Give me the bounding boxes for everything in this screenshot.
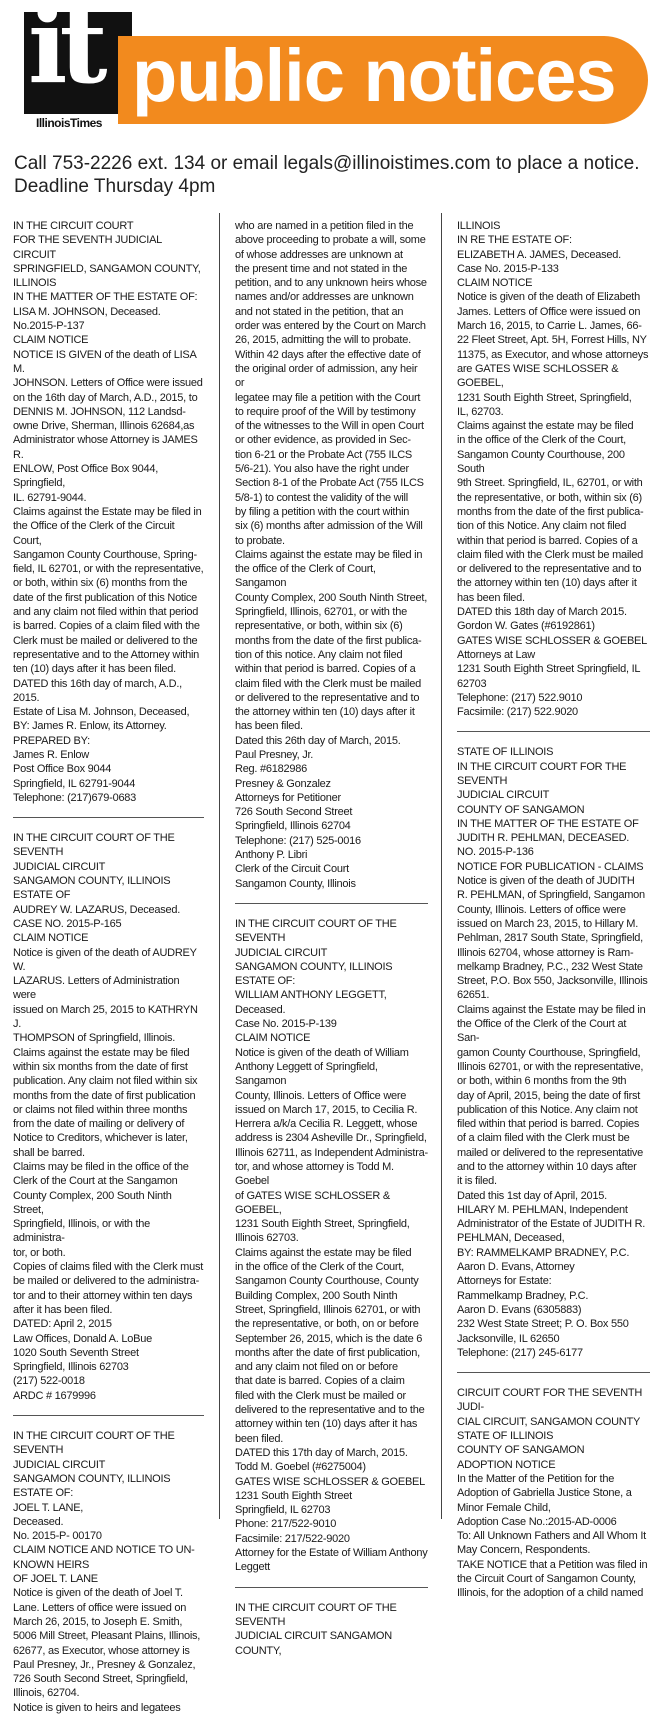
notice-line: Springfield, IL 62703	[235, 1504, 331, 1517]
notice-line: Springfield, Illinois, 62701, or with the	[235, 606, 407, 619]
notice-line: mailed or delivered to the representative	[457, 1146, 644, 1159]
notice-line: Aaron D. Evans, Attorney	[457, 1261, 575, 1274]
notice-line: Rammelkamp Bradney, P.C.	[457, 1289, 589, 1302]
notice-separator	[457, 731, 650, 732]
notice-line: Herrera a/k/a Cecilia R. Leggett, whose	[235, 1118, 418, 1131]
notice-line: of GATES WISE SCHLOSSER & GOEBEL,	[235, 1189, 390, 1216]
notice-line: Telephone: (217)679-0683	[13, 791, 137, 804]
contact-info	[14, 152, 654, 198]
notice-line: Building Complex, 200 South Ninth	[235, 1289, 398, 1302]
notice-line: to require proof of the Will by testimony	[235, 405, 416, 418]
notice-line: field, IL 62701, or with the representative,	[13, 563, 204, 576]
notice-line: IN THE CIRCUIT COURT	[13, 220, 134, 232]
notice-line: AUDREY W. LAZARUS, Deceased.	[13, 903, 181, 916]
notice-line: owne Drive, Sherman, Illinois 62684,as	[13, 420, 195, 433]
notice-line: Attorneys for Estate:	[457, 1275, 552, 1288]
notice-line: NO. 2015-P-136	[457, 846, 534, 859]
notice-line: JUDICIAL CIRCUIT SANGAMON COUNTY,	[235, 1630, 392, 1657]
notice-line: DATED this 18th day of March 2015.	[457, 606, 627, 619]
notice-line: Todd M. Goebel (#6275004)	[235, 1461, 366, 1474]
notice-line: Illinois 62701, or with the representative,	[457, 1060, 644, 1073]
notice-line: 22 Fleet Street, Apt. 5H, Forrest Hills, NY	[457, 334, 647, 347]
notice-line: Notice to Creditors, whichever is later,	[13, 1132, 188, 1145]
notice-separator	[235, 1587, 428, 1588]
notice-line: on the 16th day of March, A.D., 2015, to	[13, 391, 198, 404]
notice-line: Illinois, for the adoption of a child named	[457, 1587, 644, 1600]
notice-line: 1231 South Eighth Street, Springfield,	[457, 391, 632, 404]
notice-line: SANGAMON COUNTY, ILLINOIS	[13, 875, 171, 888]
notice-line: 726 South Second Street, Springfield,	[13, 1673, 188, 1686]
notice-separator	[13, 817, 204, 818]
notice-line: Deceased.	[13, 1515, 64, 1528]
notice-line: Sangamon County, Illinois	[235, 877, 356, 890]
notice-line: DENNIS M. JOHNSON, 112 Landsd-	[13, 405, 186, 418]
notice-line: Telephone: (217) 522.9010	[457, 691, 583, 704]
notice-line: IN THE CIRCUIT COURT OF THE SEVENTH	[13, 1430, 175, 1457]
notice-line: September 26, 2015, which is the date 6	[235, 1332, 423, 1345]
column-divider	[441, 213, 442, 1519]
notice-line: within that period is barred. Copies of a	[457, 534, 638, 547]
notice-line: melkamp Bradney, P.C., 232 West State	[457, 960, 643, 973]
legal-notice	[457, 745, 650, 1360]
notice-line: County, Illinois. Letters of office were	[457, 903, 626, 916]
notice-line: Adoption of Gabriella Justice Stone, a	[457, 1487, 632, 1500]
legal-notice	[13, 1429, 204, 1715]
notice-line: ILLINOIS	[13, 277, 57, 290]
notice-line: May Concern, Respondents.	[457, 1544, 591, 1557]
notice-line: 1231 South Eighth Street, Springfield,	[235, 1218, 410, 1231]
notice-line: has been filed.	[457, 591, 525, 604]
notice-line: Claims against the estate may be filed	[235, 1246, 412, 1259]
notice-line: 62703	[457, 677, 487, 690]
notice-line: Claims against the estate may be filed in	[235, 548, 423, 561]
notice-line: JOHNSON. Letters of Office were issued	[13, 377, 203, 390]
notice-line: Sangamon County Courthouse, Spring-	[13, 548, 197, 561]
notice-line: after it has been filed.	[13, 1303, 113, 1316]
notice-line: the attorney within ten (10) days after it	[457, 577, 637, 590]
notice-line: To: All Unknown Fathers and All Whom It	[457, 1530, 646, 1543]
notice-line: PEHLMAN, Deceased,	[457, 1232, 565, 1245]
notice-line: the representative, or both, on or before	[235, 1318, 419, 1331]
notice-line: Adoption Case No.:2015-AD-0006	[457, 1515, 617, 1528]
notice-line: HILARY M. PEHLMAN, Independent	[457, 1203, 628, 1216]
notice-line: Claims against the estate may be filed	[13, 1046, 190, 1059]
notice-line: is barred. Copies of a claim filed with the	[13, 620, 200, 633]
notice-line: BY: RAMMELKAMP BRADNEY, P.C.	[457, 1246, 630, 1259]
notice-line: Section 8-1 of the Probate Act (755 ILCS	[235, 477, 424, 490]
notice-line: months from the date of first publication	[13, 1089, 196, 1102]
notice-line: tion 6-21 or the Probate Act (755 ILCS	[235, 448, 413, 461]
notice-line: SANGAMON COUNTY, ILLINOIS	[235, 960, 393, 973]
notice-line: and any claim not filed on or before	[235, 1361, 398, 1374]
notice-line: IN RE THE ESTATE OF:	[457, 234, 572, 247]
notice-line: County, Illinois. Letters of Office were	[235, 1089, 407, 1102]
notice-line: CIRCUIT COURT FOR THE SEVENTH JUDI-	[457, 1387, 643, 1414]
notice-line: FOR THE SEVENTH JUDICIAL CIRCUIT	[13, 234, 162, 261]
notice-line: ESTATE OF:	[13, 1487, 74, 1500]
notice-line: COUNTY OF SANGAMON	[457, 803, 585, 816]
notice-line: has been filed.	[235, 720, 303, 733]
notice-line: Springfield, IL 62791-9044	[13, 777, 136, 790]
notice-line: or both, within six (6) months from the	[13, 577, 188, 590]
notice-line: the office of the Clerk of Court, Sangamon	[235, 563, 376, 590]
notice-line: or delivered to the representative and to	[457, 563, 642, 576]
notice-line: the representative, or both, within six (6)	[457, 491, 642, 504]
notice-line: Administrator of the Estate of JUDITH R.	[457, 1218, 646, 1231]
notice-line: the Circuit Court of Sangamon County,	[457, 1573, 636, 1586]
page-title: public notices	[132, 34, 616, 117]
notice-line: Illinois 62704, whose attorney is Ram-	[457, 946, 634, 959]
notice-line: ESTATE OF:	[235, 975, 296, 988]
notice-line: GATES WISE SCHLOSSER & GOEBEL	[457, 634, 647, 647]
notice-line: from the date of mailing or delivery of	[13, 1118, 185, 1131]
notice-line: BY: James R. Enlow, its Attorney.	[13, 720, 167, 733]
notice-line: Phone: 217/522-9010	[235, 1518, 337, 1531]
legal-notice	[13, 831, 204, 1403]
notice-line: gamon County Courthouse, Springfield,	[457, 1046, 641, 1059]
notice-line: shall be barred.	[13, 1146, 85, 1159]
notice-line: and not stated in the petition, that an	[235, 305, 404, 318]
notice-column-1	[13, 219, 204, 1715]
notice-line: County Complex, 200 South Ninth Street,	[235, 591, 428, 604]
notice-line: Jacksonville, IL 62650	[457, 1332, 560, 1345]
notice-line: Gordon W. Gates (#6192861)	[457, 620, 595, 633]
notice-line: 5/6-21). You also have the right under	[235, 463, 409, 476]
notice-line: James R. Enlow	[13, 748, 89, 761]
notice-line: Street, Springfield, Illinois 62701, or with	[235, 1303, 421, 1316]
notice-line: Paul Presney, Jr., Presney & Gonzalez,	[13, 1658, 196, 1671]
notice-line: JUDICIAL CIRCUIT	[13, 1458, 106, 1471]
notice-line: LISA M. JOHNSON, Deceased.	[13, 305, 161, 318]
notice-line: STATE OF ILLINOIS	[457, 746, 554, 759]
notice-line: CLAIM NOTICE	[13, 334, 89, 347]
notice-line: DATED this 16th day of march, A.D., 2015.	[13, 677, 182, 704]
notice-line: Lane. Letters of office were issued on	[13, 1601, 187, 1614]
notice-line: James. Letters of Office were issued on	[457, 305, 641, 318]
notice-line: date of the first publication of this Notice	[13, 591, 198, 604]
notice-line: Notice is given of the death of AUDREY W.	[13, 946, 197, 973]
notice-line: or other evidence, as provided in Sec-	[235, 434, 411, 447]
notice-line: claim filed with the Clerk must be mailed	[457, 548, 643, 561]
notice-line: Minor Female Child,	[457, 1501, 551, 1514]
notice-line: and to the attorney within 10 days after	[457, 1161, 637, 1173]
notice-line: DATED: April 2, 2015	[13, 1318, 112, 1331]
notice-line: tion of this Notice. Any claim not filed	[457, 520, 627, 533]
notice-line: or claims not filed within three months	[13, 1103, 188, 1116]
notice-line: GATES WISE SCHLOSSER & GOEBEL	[235, 1475, 425, 1488]
notice-line: LAZARUS. Letters of Administration were	[13, 975, 180, 1002]
notice-line: it is filed.	[457, 1175, 497, 1188]
notice-line: SPRINGFIELD, SANGAMON COUNTY,	[13, 262, 201, 275]
notice-line: March 16, 2015, to Carrie L. James, 66-	[457, 320, 642, 333]
notice-line: tion of this notice. Any claim not filed	[235, 648, 403, 661]
legal-notice	[235, 1601, 428, 1658]
section-header	[0, 0, 661, 150]
notice-line: Illinois 62703.	[235, 1232, 299, 1245]
notice-line: petition, and to any unknown heirs whose	[235, 277, 427, 290]
logo-mark-text: it	[28, 0, 100, 107]
notice-line: the Office of the Clerk of the Circuit Court,	[13, 520, 175, 547]
notice-line: IN THE MATTER OF THE ESTATE OF:	[13, 291, 198, 304]
notice-line: IN THE CIRCUIT COURT OF THE SEVENTH	[13, 832, 175, 859]
notice-line: by filing a petition with the court within	[235, 505, 410, 518]
notice-line: tor and to their attorney within ten days	[13, 1289, 193, 1302]
notice-line: PREPARED BY:	[13, 734, 90, 747]
title-banner	[118, 36, 648, 124]
notice-line: Clerk must be mailed or delivered to the	[13, 634, 198, 647]
notice-line: issued on March 23, 2015, to Hillary M.	[457, 917, 639, 930]
notice-line: names and/or addresses are unknown	[235, 291, 414, 304]
notice-line: ENLOW, Post Office Box 9044, Springfield,	[13, 463, 159, 490]
legal-notice	[457, 219, 650, 719]
notice-line: the attorney within ten (10) days after it	[235, 706, 415, 719]
notice-line: WILLIAM ANTHONY LEGGETT, Deceased.	[235, 989, 387, 1016]
deadline-line: Deadline Thursday 4pm	[14, 176, 216, 197]
notice-line: Reg. #6182986	[235, 763, 307, 776]
notice-line: in the office of the Clerk of the Court,	[235, 1261, 404, 1274]
notice-line: issued on March 25, 2015 to KATHRYN J.	[13, 1003, 198, 1031]
notice-line: attorney within ten (10) days after it has	[235, 1418, 418, 1431]
notice-line: that date is barred. Copies of a claim	[235, 1375, 405, 1388]
notice-line: Anthony Leggett of Springfield, Sangamon	[235, 1060, 378, 1088]
notice-line: Attorneys for Petitioner	[235, 791, 341, 804]
notice-line: Leggett	[235, 1561, 270, 1574]
notice-line: claim filed with the Clerk must be mailed	[235, 677, 421, 690]
notice-line: 1231 South Eighth Street Springfield, IL	[457, 663, 641, 676]
notice-line: Springfield, Illinois 62703	[13, 1361, 129, 1374]
column-divider	[219, 213, 220, 1519]
notice-line: 62651.	[457, 989, 490, 1002]
notice-line: who are named in a petition filed in the	[235, 220, 414, 232]
notice-line: JUDICIAL CIRCUIT	[13, 860, 106, 873]
notice-line: No.2015-P-137	[13, 320, 85, 333]
notice-line: 232 West State Street; P. O. Box 550	[457, 1318, 629, 1331]
notice-line: Notice is given of the death of Elizabeth	[457, 291, 640, 304]
notice-line: Estate of Lisa M. Johnson, Deceased,	[13, 706, 190, 719]
notice-line: Dated this 26th day of March, 2015.	[235, 734, 401, 747]
notice-line: Presney & Gonzalez	[235, 777, 331, 790]
notice-line: Facsimile: (217) 522.9020	[457, 706, 578, 719]
notice-line: JUDICIAL CIRCUIT	[457, 789, 550, 802]
notice-line: CIAL CIRCUIT, SANGAMON COUNTY	[457, 1415, 641, 1428]
notice-line: Paul Presney, Jr.	[235, 748, 314, 761]
notice-line: the original order of admission, any heir or	[235, 362, 418, 390]
notice-separator	[457, 1372, 650, 1373]
notice-line: No. 2015-P- 00170	[13, 1530, 102, 1543]
notice-line: COUNTY OF SANGAMON	[457, 1444, 585, 1457]
notice-line: in the office of the Clerk of the Court,	[457, 434, 626, 447]
notice-line: day of April, 2015, being the date of first	[457, 1089, 641, 1102]
notice-line: March 26, 2015, to Joseph E. Smith,	[13, 1615, 183, 1628]
notice-line: publication. Any claim not filed within six	[13, 1075, 198, 1088]
notice-line: IN THE CIRCUIT COURT FOR THE SEVENTH	[457, 760, 627, 787]
notice-line: ten (10) days after it has been filed.	[13, 663, 176, 676]
notice-line: Attorneys at Law	[457, 648, 535, 661]
notice-line: been filed.	[235, 1432, 284, 1445]
notice-line: 1231 South Eighth Street	[235, 1489, 352, 1502]
notice-line: CLAIM NOTICE	[457, 277, 533, 290]
notice-line: County Complex, 200 South Ninth Street,	[13, 1189, 172, 1216]
notice-line: OF JOEL T. LANE	[13, 1573, 98, 1586]
notice-column-2	[235, 219, 428, 1658]
notice-line: Attorney for the Estate of William Anthony	[235, 1547, 428, 1560]
notice-line: be mailed or delivered to the administra-	[13, 1275, 200, 1288]
notice-line: are GATES WISE SCHLOSSER & GOEBEL,	[457, 362, 619, 390]
notice-line: of a claim filed with the Clerk must be	[457, 1132, 630, 1145]
notice-line: THOMPSON of Springfield, Illinois.	[13, 1032, 176, 1045]
notice-line: representative and to the Attorney within	[13, 648, 200, 661]
notice-line: JOEL T. LANE,	[13, 1501, 84, 1514]
legal-notice	[13, 219, 204, 805]
notice-line: tor, and whose attorney is Todd M. Goebel	[235, 1161, 394, 1188]
notice-line: CASE NO. 2015-P-165	[13, 917, 122, 930]
notice-line: Within 42 days after the effective date of	[235, 348, 421, 361]
notice-line: above proceeding to probate a will, some	[235, 234, 426, 247]
notice-line: Clerk of the Court at the Sangamon	[13, 1175, 178, 1188]
notice-line: filed with the Clerk must be mailed or	[235, 1389, 406, 1402]
notice-line: Aaron D. Evans (6305883)	[457, 1303, 582, 1316]
notice-line: NOTICE FOR PUBLICATION - CLAIMS	[457, 860, 644, 873]
notice-line: JUDITH R. PEHLMAN, DECEASED.	[457, 832, 630, 845]
notice-line: within six months from the date of first	[13, 1060, 188, 1073]
notice-line: Claims against the Estate may be filed in	[13, 505, 202, 518]
notice-line: Notice is given to heirs and legatees	[13, 1701, 181, 1714]
notice-line: Facsimile: 217/522-9020	[235, 1532, 350, 1545]
notice-line: to probate.	[235, 534, 285, 547]
notice-line: the present time and not stated in the	[235, 262, 408, 275]
notice-line: months after the date of first publication,	[235, 1346, 420, 1359]
notice-line: Street, P.O. Box 550, Jacksonville, Illinois	[457, 975, 648, 988]
notice-line: address is 2304 Asheville Dr., Springfield,	[235, 1132, 427, 1145]
notice-column-3	[457, 219, 650, 1601]
legal-notice	[457, 1386, 650, 1600]
notice-line: delivered to the representative and to the	[235, 1404, 425, 1417]
notice-line: CLAIM NOTICE AND NOTICE TO UN-	[13, 1544, 195, 1557]
notice-line: IN THE CIRCUIT COURT OF THE SEVENTH	[235, 917, 397, 945]
notice-line: Post Office Box 9044	[13, 763, 112, 776]
notice-line: 1020 South Seventh Street	[13, 1346, 139, 1359]
notice-line: 726 South Second Street	[235, 806, 353, 819]
notice-line: and any claim not filed within that period	[13, 606, 199, 619]
notice-line: ARDC # 1679996	[13, 1389, 96, 1402]
notice-line: the Office of the Clerk of the Court at San-	[457, 1018, 627, 1045]
notice-line: of the witnesses to the Will in open Court	[235, 420, 424, 433]
notice-separator	[235, 903, 428, 904]
logo-mark	[24, 0, 132, 114]
notice-line: Notice is given of the death of William	[235, 1046, 409, 1059]
notice-line: Claims against the estate may be filed	[457, 420, 634, 433]
notice-line: publication of this Notice. Any claim not	[457, 1103, 638, 1116]
notice-line: Copies of claims filed with the Clerk must	[13, 1261, 204, 1274]
notice-line: issued on March 17, 2015, to Cecilia R.	[235, 1103, 418, 1116]
notice-line: 11375, as Executor, and whose attorneys	[457, 348, 649, 361]
notice-line: Illinois, 62704.	[13, 1687, 80, 1700]
notice-line: order was entered by the Court on March	[235, 320, 426, 333]
notice-line: In the Matter of the Petition for the	[457, 1472, 615, 1485]
notice-line: 9th Street. Springfield, IL, 62701, or with	[457, 477, 643, 490]
notice-line: Telephone: (217) 245-6177	[457, 1346, 583, 1359]
notice-line: STATE OF ILLINOIS	[457, 1430, 554, 1443]
notice-line: KNOWN HEIRS	[13, 1558, 90, 1571]
notice-line: or both, within 6 months from the 9th	[457, 1075, 627, 1088]
notice-line: Telephone: (217) 525-0016	[235, 834, 361, 847]
notice-line: 26, 2015, admitting the will to probate.	[235, 334, 411, 347]
notice-line: IN THE MATTER OF THE ESTATE OF	[457, 817, 639, 830]
notice-line: ADOPTION NOTICE	[457, 1458, 556, 1471]
notice-line: months from the date of the first publica-	[235, 634, 422, 647]
notice-line: CLAIM NOTICE	[235, 1032, 311, 1045]
notice-line: CLAIM NOTICE	[13, 932, 89, 945]
notice-line: representative, or both, within six (6)	[235, 620, 403, 633]
legal-notice	[235, 219, 428, 891]
notice-line: IN THE CIRCUIT COURT OF THE SEVENTH	[235, 1601, 397, 1628]
notice-line: ILLINOIS	[457, 220, 501, 232]
notice-line: R. PEHLMAN, of Springfield, Sangamon	[457, 889, 645, 902]
notice-line: Notice is given of the death of Joel T.	[13, 1587, 183, 1600]
notice-line: TAKE NOTICE that a Petition was filed in	[457, 1558, 648, 1571]
notice-line: Anthony P. Libri	[235, 849, 308, 862]
notice-line: Administrator whose Attorney is JAMES R.	[13, 434, 198, 461]
notice-line: within that period is barred. Copies of a	[235, 663, 416, 676]
notice-line: Sangamon County Courthouse, County	[235, 1275, 419, 1288]
legal-notice	[235, 917, 428, 1575]
notice-line: of whose addresses are unknown at	[235, 248, 403, 261]
notice-line: DATED this 17th day of March, 2015.	[235, 1446, 408, 1459]
notice-line: 5006 Mill Street, Pleasant Plains, Illinois,	[13, 1630, 201, 1643]
notice-line: ESTATE OF	[13, 889, 71, 902]
notice-line: Sangamon County Courthouse, 200 South	[457, 448, 625, 476]
notice-line: (217) 522-0018	[13, 1375, 85, 1388]
notice-line: six (6) months after admission of the Will	[235, 520, 423, 533]
notice-line: SANGAMON COUNTY, ILLINOIS	[13, 1472, 171, 1485]
notice-line: filed within that period is barred. Copies	[457, 1118, 640, 1131]
notice-line: Springfield, Illinois 62704	[235, 820, 351, 833]
notice-line: JUDICIAL CIRCUIT	[235, 946, 328, 959]
notice-line: Case No. 2015-P-133	[457, 262, 559, 275]
notice-line: legatee may file a petition with the Court	[235, 391, 421, 404]
notice-line: IL. 62791-9044.	[13, 491, 87, 504]
notice-line: Case No. 2015-P-139	[235, 1018, 337, 1031]
notice-line: Claims against the Estate may be filed in	[457, 1003, 646, 1016]
notice-line: Clerk of the Circuit Court	[235, 863, 349, 876]
notice-line: Springfield, Illinois, or with the administra-	[13, 1218, 151, 1245]
notice-line: Pehlman, 2817 South State, Springfield,	[457, 932, 643, 945]
notice-line: Notice is given of the death of JUDITH	[457, 875, 635, 888]
notice-line: or delivered to the representative and to	[235, 691, 420, 704]
notice-line: months from the date of the first publica-	[457, 505, 644, 518]
notice-separator	[13, 1415, 204, 1416]
logo-wordmark: IllinoisTimes	[36, 116, 102, 130]
notice-line: 5/8-1) to contest the validity of the will	[235, 491, 408, 504]
notice-line: Illinois 62711, as Independent Administra-	[235, 1146, 428, 1159]
notice-line: 62677, as Executor, whose attorney is	[13, 1644, 190, 1657]
notice-line: ELIZABETH A. JAMES, Deceased.	[457, 248, 621, 261]
notice-line: IL, 62703.	[457, 405, 504, 418]
notice-line: NOTICE IS GIVEN of the death of LISA M.	[13, 348, 196, 375]
notice-line: Claims may be filed in the office of the	[13, 1161, 189, 1173]
contact-line: Call 753-2226 ext. 134 or email legals@illinoistimes.com to place a notice.	[14, 153, 640, 174]
notice-line: tor, or both.	[13, 1246, 66, 1259]
notice-line: Law Offices, Donald A. LoBue	[13, 1332, 152, 1345]
notice-line: Dated this 1st day of April, 2015.	[457, 1189, 607, 1202]
